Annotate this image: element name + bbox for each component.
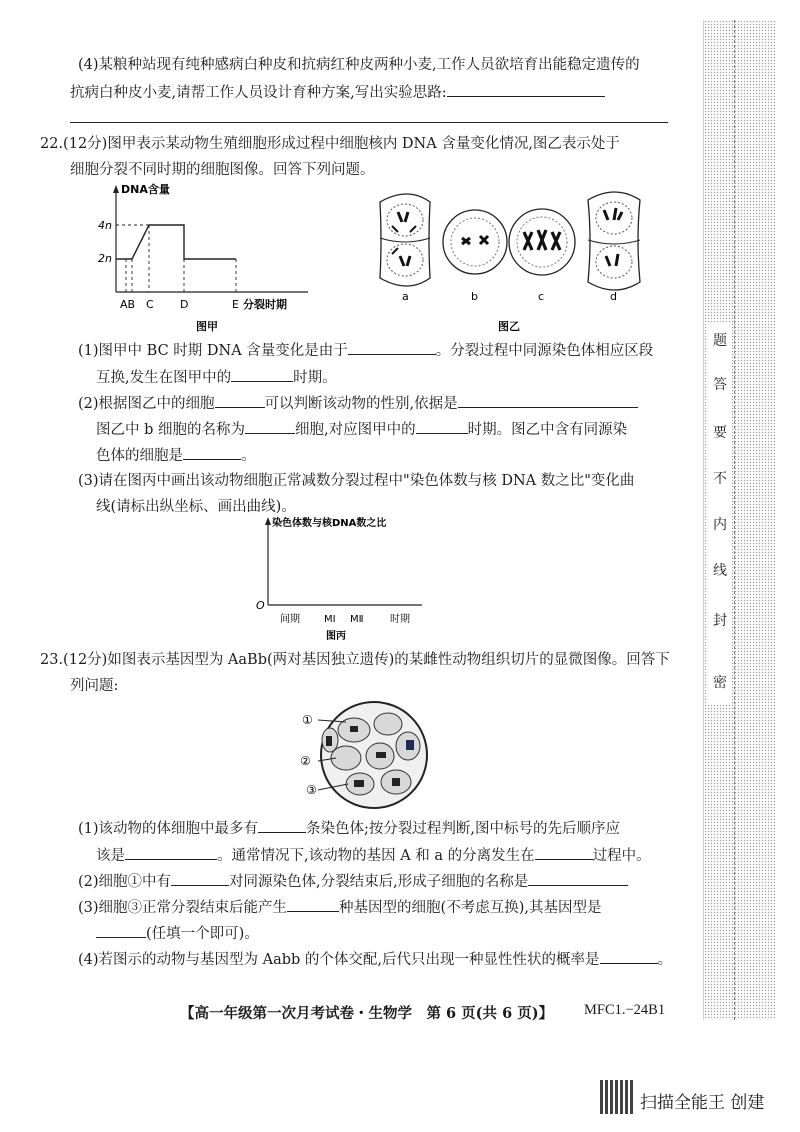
q23-micrograph [296,700,446,810]
figure-bing-ratio-axes[interactable] [250,512,430,642]
x-tick-D: D [180,298,189,311]
answer-blank[interactable] [258,818,306,833]
dna-curve [116,225,236,259]
x-tick-C: C [146,298,154,311]
answer-blank[interactable] [231,367,293,382]
qr-code-icon [600,1080,634,1114]
cell-label-d: d [610,290,617,303]
label-2: ② [300,754,311,768]
q22-p2-line3: 色体的细胞是 。 [96,445,256,466]
seal-char: 题 [713,333,727,349]
figure-jia-dna-chart [96,180,326,335]
answer-blank[interactable] [96,923,146,938]
answer-blank[interactable] [348,340,436,355]
q22-p1-line1: (1)图甲中 BC 时期 DNA 含量变化是由于 。分裂过程中同源染色体相应区段 [78,340,653,361]
q22-stem-line2: 细胞分裂不同时期的细胞图像。回答下列问题。 [70,162,375,178]
answer-blank[interactable] [535,845,593,860]
answer-blank[interactable] [458,393,638,408]
answer-blank[interactable] [125,845,217,860]
q23-p3-line2: (任填一个即可)。 [96,923,259,944]
seal-char: 线 [713,563,727,579]
y-axis-arrow [113,185,119,193]
answer-blank[interactable] [171,871,229,886]
scanner-watermark: 扫描全能王 创建 [640,1093,765,1113]
y-tick-2n: 2n [98,252,112,265]
q23-p4: (4)若图示的动物与基因型为 Aabb 的个体交配,后代只出现一种显性性状的概率是 。 [78,949,672,970]
seal-char: 密 [713,675,727,691]
cell-label-c: c [538,290,545,303]
answer-blank[interactable] [447,82,605,97]
figure-caption: 图乙 [498,320,520,333]
seal-char: 要 [713,425,727,441]
figure-yi-cells [370,190,660,335]
origin-label: O [256,599,265,612]
cell-c [509,209,575,275]
x-tick-interphase: 间期 [280,614,300,625]
q22-p2-line1: (2)根据图乙中的细胞 可以判断该动物的性别,依据是 [78,393,638,414]
seal-char: 内 [713,517,727,533]
q21-answer-line[interactable] [70,108,668,129]
answer-blank[interactable] [183,445,241,460]
y-tick-4n: 4n [98,219,112,232]
q23-p2: (2)细胞①中有 对同源染色体,分裂结束后,形成子细胞的名称是 [78,871,628,892]
cell-a [380,194,430,286]
answer-blank[interactable] [416,419,468,434]
cell-label-a: a [402,290,409,303]
q22-p3-line2: 线(请标出纵坐标、画出曲线)。 [96,499,296,515]
seal-dashed-line [734,20,735,1020]
answer-blank[interactable] [287,897,339,912]
q23-stem-line1: 23.(12分)如图表示基因型为 AaBb(两对基因独立遗传)的某雌性动物组织切片的显微图像。回答下 [40,652,670,668]
figure-caption: 图丙 [326,631,346,642]
answer-blank[interactable] [215,393,265,408]
answer-blank[interactable] [528,871,628,886]
x-tick-AB: AB [120,298,136,311]
q23-stem-line2: 列问题: [70,678,119,694]
answer-blank[interactable] [600,949,658,964]
cell-label-b: b [471,290,478,303]
label-1: ① [302,713,313,727]
q22-stem-line1: 22.(12分)图甲表示某动物生殖细胞形成过程中细胞核内 DNA 含量变化情况,图乙表示处于 [40,136,620,152]
q23-p1-line2: 该是 。通常情况下,该动物的基因 A 和 a 的分离发生在 过程中。 [96,845,651,866]
x-tick-MI: MⅠ [324,614,336,625]
footer-code: MFC1.−24B1 [584,1002,666,1018]
q23-p3-line1: (3)细胞③正常分裂结束后能产生 种基因型的细胞(不考虑互换),其基因型是 [78,897,601,918]
q22-p3-line1: (3)请在图丙中画出该动物细胞正常减数分裂过程中"染色体数与核 DNA 数之比"变化曲 [78,473,635,489]
label-3: ③ [306,783,317,797]
seal-char: 不 [713,471,727,487]
footer-title: 【高一年级第一次月考试卷・生物学 第 6 页(共 6 页)】 [180,1005,554,1022]
q22-p1-line2: 互换,发生在图甲中的 时期。 [96,367,337,388]
x-tick-MII: MⅡ [350,614,364,625]
cell-d [588,192,640,290]
seal-char: 封 [713,613,727,629]
q23-p1-line1: (1)该动物的体细胞中最多有 条染色体;按分裂过程判断,图中标号的先后顺序应 [78,818,620,839]
figure-caption: 图甲 [196,320,218,333]
x-tick-period: 时期 [390,614,410,625]
cell-b [443,210,507,274]
q21-item4-line2: 抗病白种皮小麦,请帮工作人员设计育种方案,写出实验思路: [70,82,605,103]
seal-char: 答 [713,377,727,393]
answer-blank[interactable] [245,419,295,434]
y-axis-arrow [265,517,271,525]
q22-p2-line2: 图乙中 b 细胞的名称为 细胞,对应图甲中的 时期。图乙中含有同源染 [96,419,627,440]
y-label: 染色体数与核DNA数之比 [272,518,387,529]
x-label: 分裂时期 [243,298,287,311]
y-label: DNA含量 [121,183,170,196]
q21-item4-line1: (4)某粮种站现有纯种感病白种皮和抗病红种皮两种小麦,工作人员欲培育出能稳定遗传的 [78,57,640,73]
x-tick-E: E [232,298,239,311]
